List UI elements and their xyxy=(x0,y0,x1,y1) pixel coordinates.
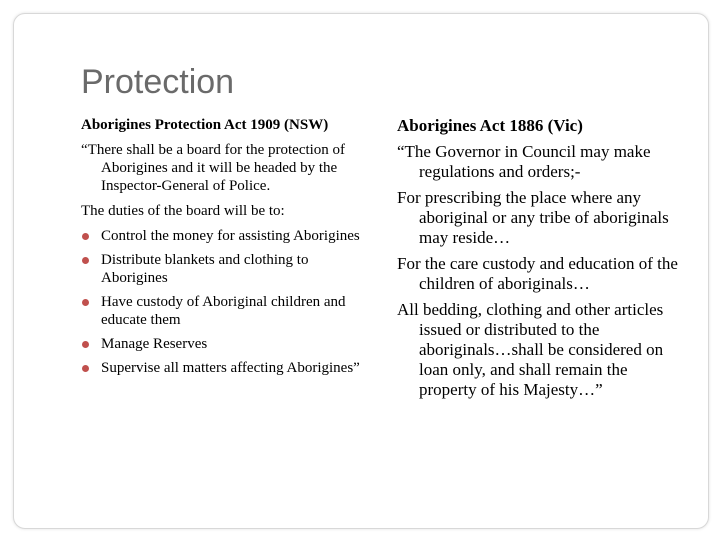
list-item xyxy=(81,359,363,377)
duties-list xyxy=(81,227,363,377)
nsw-act-intro: “There shall be a board for the protection of Aborigines and it will be headed by the Inspector-General of Police. xyxy=(81,142,346,194)
duties-intro: The duties of the board will be to: xyxy=(81,203,285,219)
vic-act-paragraph: For the care custody and education of the children of aboriginals… xyxy=(397,254,678,293)
bullet-dot-icon xyxy=(82,365,89,372)
duty-text: Control the money for assisting Aborigines xyxy=(101,228,360,244)
vic-act-paragraph: All bedding, clothing and other articles issued or distributed to the aboriginals…shall be considered on loan only, and shall remain the property of his Majesty…” xyxy=(397,300,664,399)
list-item xyxy=(81,251,363,287)
duty-text: Manage Reserves xyxy=(101,336,208,352)
vic-act-paragraph: For prescribing the place where any aboriginal or any tribe of aboriginals may reside… xyxy=(397,188,669,247)
vic-act-paragraph: “The Governor in Council may make regulations and orders;- xyxy=(397,142,651,181)
list-item xyxy=(81,335,363,353)
bullet-dot-icon xyxy=(82,341,89,348)
left-column xyxy=(81,116,363,383)
list-item xyxy=(81,227,363,245)
slide-title: Protection xyxy=(81,63,235,101)
bullet-dot-icon xyxy=(82,257,89,264)
duty-text: Have custody of Aboriginal children and educate them xyxy=(101,294,346,328)
bullet-dot-icon xyxy=(82,299,89,306)
duty-text: Distribute blankets and clothing to Aborigines xyxy=(101,252,309,286)
nsw-act-heading: Aborigines Protection Act 1909 (NSW) xyxy=(81,117,329,133)
duty-text: Supervise all matters affecting Aborigines” xyxy=(101,360,360,376)
list-item xyxy=(81,293,363,329)
vic-act-heading: Aborigines Act 1886 (Vic) xyxy=(397,116,583,135)
right-column xyxy=(397,116,682,406)
bullet-dot-icon xyxy=(82,233,89,240)
